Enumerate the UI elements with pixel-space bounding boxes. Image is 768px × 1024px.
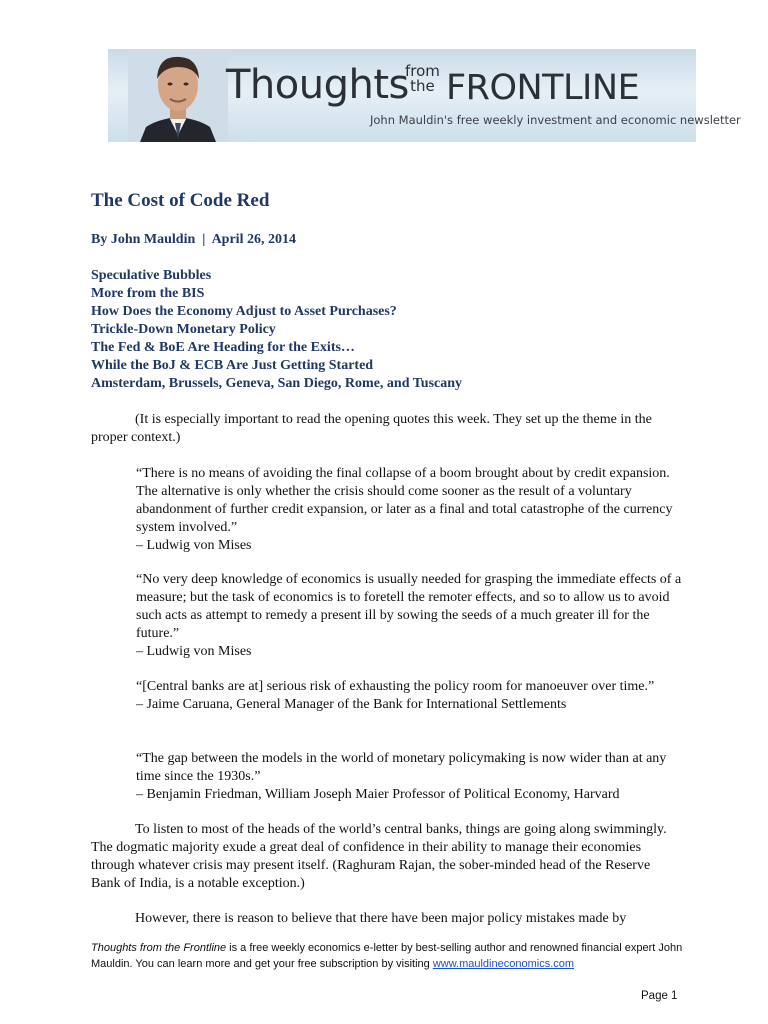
body-paragraph: However, there is reason to believe that there have been major policy mistakes made by (135, 911, 627, 926)
quote-author: – Ludwig von Mises (136, 538, 252, 553)
quote-block (136, 465, 684, 555)
quote-text: “There is no means of avoiding the final collapse of a boom brought about by credit expansion. The alternative is only whether the crisis should come sooner as the result of a voluntary abandonment of further credit expansion, or later as a final and total catastrophe of the currency system involved.” (136, 466, 673, 535)
toc-item[interactable]: Trickle-Down Monetary Policy (91, 322, 276, 337)
banner-from: from (405, 62, 440, 80)
quote-block (136, 750, 684, 804)
newsletter-banner (108, 49, 741, 142)
footer-link[interactable]: www.mauldineconomics.com (432, 958, 575, 970)
banner-subtitle: John Mauldin's free weekly investment and economic newsletter (370, 113, 741, 127)
quote-author: – Jaime Caruana, General Manager of the Bank for International Settlements (136, 697, 567, 712)
quote-text: “[Central banks are at] serious risk of exhausting the policy room for manoeuver over time.” (136, 679, 655, 694)
toc-item[interactable]: While the BoJ & ECB Are Just Getting Started (91, 358, 374, 373)
intro-paragraph: (It is especially important to read the opening quotes this week. They set up the theme in the proper context.) (91, 412, 652, 445)
footer-newsletter-name: Thoughts from the Frontline (91, 942, 227, 954)
article-byline: By John Mauldin | April 26, 2014 (91, 232, 296, 247)
quote-block (136, 678, 684, 714)
quote-text: “The gap between the models in the world of monetary policymaking is now wider than at any time since the 1930s.” (136, 751, 667, 784)
quote-author: – Benjamin Friedman, William Joseph Maier Professor of Political Economy, Harvard (136, 787, 620, 802)
toc-item[interactable]: How Does the Economy Adjust to Asset Purchases? (91, 304, 397, 319)
quote-block (136, 571, 684, 661)
toc-item[interactable]: Speculative Bubbles (91, 268, 212, 283)
toc-item[interactable]: Amsterdam, Brussels, Geneva, San Diego, Rome, and Tuscany (91, 376, 463, 391)
table-of-contents (91, 267, 462, 393)
body-paragraph: To listen to most of the heads of the world’s central banks, things are going along swimmingly. The dogmatic majority exude a great deal of confidence in their ability to manage their economies through whatever crisis may present itself. (Raghuram Rajan, the sober-minded head of the Reserve Bank of India, is a notable exception.) (91, 822, 667, 891)
footer-text: is a free weekly economics e-letter by best-selling author and renowned financial expert John Mauldin. You can learn more and get your free subscription by visiting (91, 942, 683, 970)
quote-author: – Ludwig von Mises (136, 644, 252, 659)
page-number: Page 1 (641, 990, 678, 1002)
banner-from-the (405, 64, 440, 94)
banner-title-thoughts: Thoughts (226, 62, 409, 108)
banner-the: the (410, 77, 435, 95)
toc-item[interactable]: The Fed & BoE Are Heading for the Exits… (91, 340, 355, 355)
quote-text: “No very deep knowledge of economics is usually needed for grasping the immediate effects of a measure; but the task of economics is to foretell the remoter effects, and so to allow us to avoid such acts as attempt to remedy a present ill by sowing the seeds of a much greater ill for the future.” (136, 572, 682, 641)
toc-item[interactable]: More from the BIS (91, 286, 205, 301)
author-photo (128, 49, 228, 142)
footer-note (91, 940, 691, 972)
article-title: The Cost of Code Red (91, 190, 270, 211)
banner-title-frontline: FRONTLINE (446, 68, 640, 108)
